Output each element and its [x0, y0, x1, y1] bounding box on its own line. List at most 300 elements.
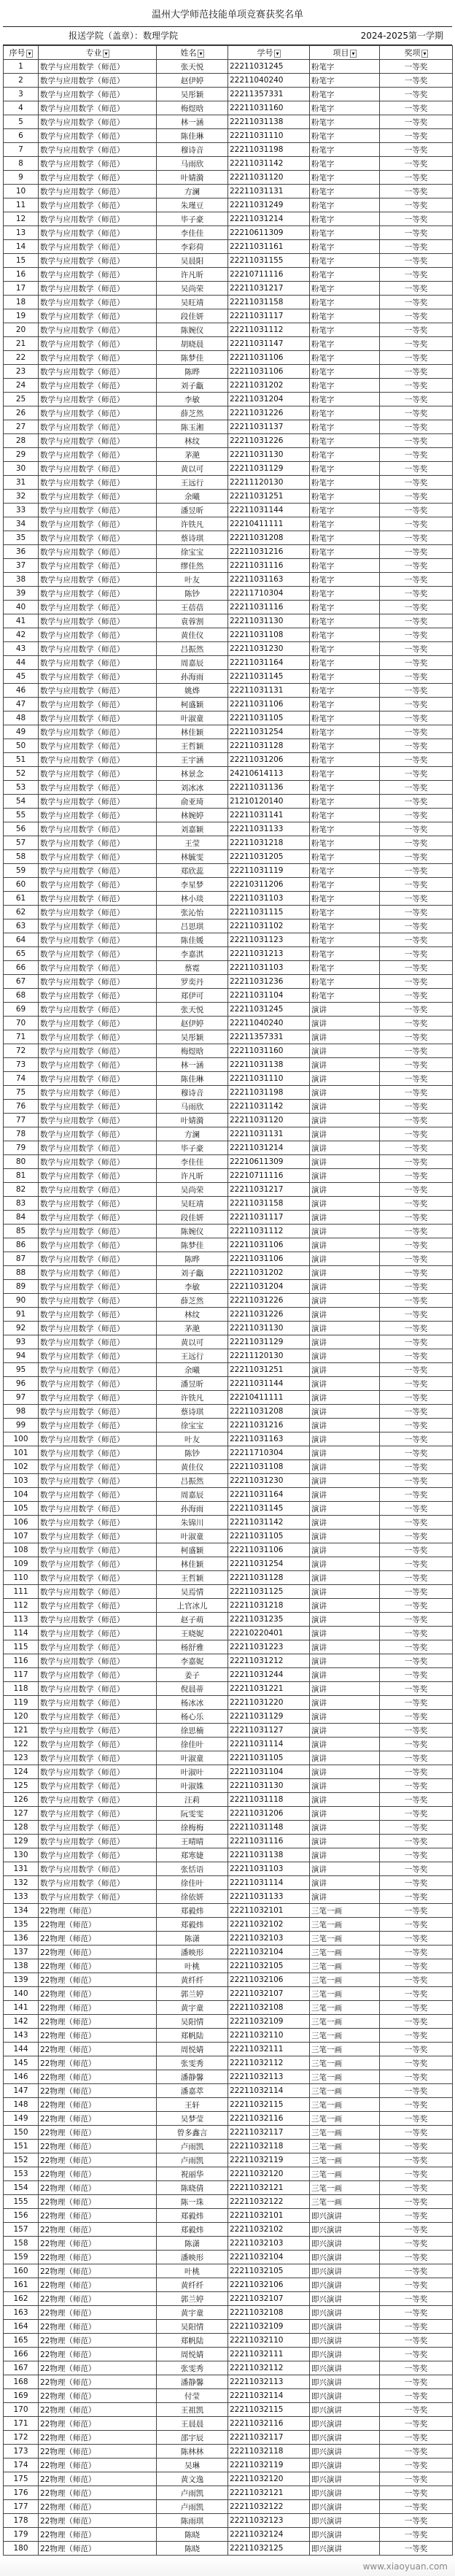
- cell-project: 演讲: [310, 1266, 380, 1280]
- cell-name: 王远行: [157, 1349, 228, 1363]
- cell-student-id: 22211032121: [228, 2486, 310, 2500]
- table-row: [4, 1030, 453, 1044]
- cell-project: 演讲: [310, 1821, 380, 1835]
- cell-student-id: 22211031128: [228, 1571, 310, 1585]
- cell-name: 叶淑童: [157, 1530, 228, 1543]
- cell-award: 一等奖: [380, 2195, 453, 2209]
- term-label: 2024-2025第一学期: [360, 31, 443, 41]
- cell-name: 吴旺靖: [157, 1197, 228, 1211]
- cell-project: 演讲: [310, 1322, 380, 1335]
- cell-student-id: 22211032114: [228, 2084, 310, 2098]
- filter-dropdown-icon[interactable]: ▾: [276, 50, 279, 57]
- table-row: [4, 1405, 453, 1419]
- cell-award: 一等奖: [380, 393, 453, 406]
- table-row: [4, 767, 453, 781]
- cell-major: 数学与应用数学（师范）: [39, 656, 157, 670]
- cell-major: 数学与应用数学（师范）: [39, 1141, 157, 1155]
- cell-award: 一等奖: [380, 850, 453, 864]
- cell-student-id: 22211031128: [228, 739, 310, 753]
- table-row: [4, 1682, 453, 1696]
- cell-name: 潘静馨: [157, 2375, 228, 2389]
- cell-project: 粉笔字: [310, 212, 380, 226]
- cell-project: 粉笔字: [310, 60, 380, 74]
- cell-project: 粉笔字: [310, 115, 380, 129]
- cell-student-id: 22211031123: [228, 933, 310, 947]
- cell-award: 一等奖: [380, 2029, 453, 2043]
- cell-award: 一等奖: [380, 2070, 453, 2084]
- cell-award: 一等奖: [380, 1557, 453, 1571]
- cell-name: 林一涵: [157, 115, 228, 129]
- cell-name: 郑寒婕: [157, 1848, 228, 1862]
- table-row: [4, 1335, 453, 1349]
- cell-name: 段佳妍: [157, 309, 228, 323]
- col-header-major[interactable]: 专业 ▾: [39, 46, 157, 60]
- table-row: [4, 614, 453, 628]
- cell-name: 李佳佳: [157, 226, 228, 240]
- table-row: [4, 198, 453, 212]
- cell-index: 139: [4, 1973, 39, 1987]
- filter-dropdown-icon[interactable]: ▾: [351, 50, 355, 57]
- cell-index: 70: [4, 1017, 39, 1030]
- cell-name: 吴晨阳: [157, 254, 228, 268]
- col-header-project[interactable]: 项目 ▾: [310, 46, 380, 60]
- table-row: [4, 573, 453, 587]
- cell-major: 数学与应用数学（师范）: [39, 1349, 157, 1363]
- cell-award: 一等奖: [380, 1003, 453, 1017]
- cell-index: 99: [4, 1419, 39, 1432]
- cell-major: 数学与应用数学（师范）: [39, 573, 157, 587]
- table-row: [4, 2292, 453, 2306]
- cell-major: 数学与应用数学（师范）: [39, 198, 157, 212]
- col-header-name[interactable]: 姓名 ▾: [157, 46, 228, 60]
- cell-major: 数学与应用数学（师范）: [39, 517, 157, 531]
- table-row: [4, 1973, 453, 1987]
- cell-project: 粉笔字: [310, 656, 380, 670]
- cell-project: 演讲: [310, 1030, 380, 1044]
- cell-name: 黄宇童: [157, 2001, 228, 2015]
- table-row: [4, 2015, 453, 2029]
- cell-student-id: 22211031129: [228, 1335, 310, 1349]
- table-row: [4, 462, 453, 476]
- cell-student-id: 22211031213: [228, 947, 310, 961]
- cell-name: 王远行: [157, 476, 228, 490]
- cell-project: 即兴演讲: [310, 2292, 380, 2306]
- table-row: [4, 933, 453, 947]
- cell-student-id: 22211032108: [228, 2306, 310, 2320]
- cell-award: 一等奖: [380, 2098, 453, 2112]
- cell-major: 数学与应用数学（师范）: [39, 1460, 157, 1474]
- table-row: [4, 1862, 453, 1876]
- table-row: [4, 795, 453, 809]
- cell-name: 俞亚琦: [157, 795, 228, 809]
- cell-name: 王晴晴: [157, 1835, 228, 1848]
- cell-student-id: 22211032119: [228, 2153, 310, 2167]
- cell-major: 22物理（师范）: [39, 2348, 157, 2361]
- cell-student-id: 22211032112: [228, 2056, 310, 2070]
- filter-dropdown-icon[interactable]: ▾: [28, 50, 31, 57]
- cell-project: 演讲: [310, 1377, 380, 1391]
- cell-project: 粉笔字: [310, 517, 380, 531]
- cell-project: 粉笔字: [310, 614, 380, 628]
- cell-award: 一等奖: [380, 1516, 453, 1530]
- cell-index: 135: [4, 1918, 39, 1932]
- cell-student-id: 22211031133: [228, 822, 310, 836]
- cell-name: 梅煜晗: [157, 1044, 228, 1058]
- cell-student-id: 22211032124: [228, 2528, 310, 2542]
- cell-award: 一等奖: [380, 781, 453, 795]
- cell-name: 付莹: [157, 2389, 228, 2403]
- cell-student-id: 22211031105: [228, 1530, 310, 1543]
- table-row: [4, 2084, 453, 2098]
- cell-name: 叶淑童: [157, 712, 228, 725]
- cell-index: 123: [4, 1751, 39, 1765]
- cell-index: 56: [4, 822, 39, 836]
- cell-major: 22物理（师范）: [39, 2486, 157, 2500]
- cell-name: 段佳妍: [157, 1211, 228, 1225]
- cell-name: 郑帆陆: [157, 2334, 228, 2348]
- cell-award: 一等奖: [380, 115, 453, 129]
- cell-student-id: 22211031254: [228, 725, 310, 739]
- cell-project: 三笔一画: [310, 1918, 380, 1932]
- cell-student-id: 22211032116: [228, 2112, 310, 2126]
- cell-award: 一等奖: [380, 2403, 453, 2417]
- cell-project: 粉笔字: [310, 198, 380, 212]
- cell-project: 即兴演讲: [310, 2251, 380, 2264]
- cell-major: 数学与应用数学（师范）: [39, 989, 157, 1003]
- cell-award: 一等奖: [380, 1890, 453, 1904]
- cell-award: 一等奖: [380, 1876, 453, 1890]
- cell-index: 85: [4, 1225, 39, 1238]
- cell-name: 柯盛颖: [157, 1543, 228, 1557]
- cell-award: 一等奖: [380, 88, 453, 101]
- cell-award: 一等奖: [380, 1779, 453, 1793]
- cell-student-id: 22211031129: [228, 1710, 310, 1724]
- cell-index: 137: [4, 1946, 39, 1959]
- cell-index: 104: [4, 1488, 39, 1502]
- cell-major: 数学与应用数学（师范）: [39, 1183, 157, 1197]
- cell-award: 一等奖: [380, 2542, 453, 2556]
- cell-name: 陈佳琳: [157, 1072, 228, 1086]
- table-row: [4, 809, 453, 822]
- cell-student-id: 22210311206: [228, 878, 310, 892]
- cell-project: 演讲: [310, 1793, 380, 1807]
- cell-index: 1: [4, 60, 39, 74]
- cell-student-id: 22211031108: [228, 1460, 310, 1474]
- cell-student-id: 22211031144: [228, 1377, 310, 1391]
- cell-name: 吴尚荣: [157, 282, 228, 296]
- cell-index: 119: [4, 1696, 39, 1710]
- cell-name: 余曦: [157, 490, 228, 504]
- cell-major: 数学与应用数学（师范）: [39, 240, 157, 254]
- cell-index: 52: [4, 767, 39, 781]
- cell-award: 一等奖: [380, 1044, 453, 1058]
- cell-project: 演讲: [310, 1848, 380, 1862]
- table-row: [4, 74, 453, 88]
- cell-award: 一等奖: [380, 809, 453, 822]
- cell-major: 数学与应用数学（师范）: [39, 212, 157, 226]
- cell-project: 三笔一画: [310, 2195, 380, 2209]
- cell-award: 一等奖: [380, 836, 453, 850]
- cell-major: 22物理（师范）: [39, 2292, 157, 2306]
- watermark-brand: www.xiaoyuan.com: [362, 2561, 448, 2572]
- cell-student-id: 22211031105: [228, 1751, 310, 1765]
- cell-award: 一等奖: [380, 642, 453, 656]
- cell-index: 57: [4, 836, 39, 850]
- table-row: [4, 2153, 453, 2167]
- cell-name: 陈佳琳: [157, 129, 228, 143]
- cell-project: 演讲: [310, 1086, 380, 1100]
- cell-major: 数学与应用数学（师范）: [39, 323, 157, 337]
- cell-award: 一等奖: [380, 198, 453, 212]
- cell-award: 一等奖: [380, 379, 453, 393]
- cell-name: 吴彤颖: [157, 88, 228, 101]
- cell-award: 一等奖: [380, 2459, 453, 2472]
- filter-dropdown-icon[interactable]: ▾: [199, 50, 203, 57]
- cell-project: 演讲: [310, 1807, 380, 1821]
- cell-name: 林佳颖: [157, 725, 228, 739]
- cell-name: 王晓妮: [157, 1627, 228, 1640]
- cell-student-id: 22211032122: [228, 2195, 310, 2209]
- cell-project: 粉笔字: [310, 795, 380, 809]
- cell-student-id: 22211031218: [228, 836, 310, 850]
- cell-index: 18: [4, 296, 39, 309]
- cell-award: 一等奖: [380, 587, 453, 601]
- cell-index: 25: [4, 393, 39, 406]
- cell-award: 一等奖: [380, 864, 453, 878]
- cell-major: 数学与应用数学（师范）: [39, 1322, 157, 1335]
- cell-name: 徐佳叶: [157, 1876, 228, 1890]
- table-row: [4, 2528, 453, 2542]
- cell-major: 数学与应用数学（师范）: [39, 864, 157, 878]
- cell-major: 数学与应用数学（师范）: [39, 406, 157, 420]
- cell-major: 数学与应用数学（师范）: [39, 1030, 157, 1044]
- cell-major: 数学与应用数学（师范）: [39, 365, 157, 379]
- cell-student-id: 22211031112: [228, 323, 310, 337]
- cell-major: 数学与应用数学（师范）: [39, 1197, 157, 1211]
- cell-award: 一等奖: [380, 2264, 453, 2278]
- cell-student-id: 22211031205: [228, 850, 310, 864]
- cell-index: 163: [4, 2306, 39, 2320]
- cell-name: 倪晨蒂: [157, 1682, 228, 1696]
- table-row: [4, 1238, 453, 1252]
- cell-project: 三笔一画: [310, 1959, 380, 1973]
- cell-index: 96: [4, 1377, 39, 1391]
- cell-name: 陈林林: [157, 2445, 228, 2459]
- cell-index: 174: [4, 2459, 39, 2472]
- cell-major: 数学与应用数学（师范）: [39, 559, 157, 573]
- table-header-row: [4, 46, 453, 60]
- table-row: [4, 351, 453, 365]
- cell-major: 数学与应用数学（师范）: [39, 1086, 157, 1100]
- cell-project: 即兴演讲: [310, 2514, 380, 2528]
- cell-major: 数学与应用数学（师范）: [39, 1654, 157, 1668]
- table-row: [4, 1432, 453, 1446]
- cell-project: 粉笔字: [310, 739, 380, 753]
- cell-student-id: 22211031245: [228, 60, 310, 74]
- cell-major: 数学与应用数学（师范）: [39, 795, 157, 809]
- cell-award: 一等奖: [380, 2375, 453, 2389]
- cell-major: 数学与应用数学（师范）: [39, 1335, 157, 1349]
- table-row: [4, 947, 453, 961]
- cell-student-id: 22211031120: [228, 171, 310, 185]
- col-header-student-id[interactable]: 学号 ▾: [228, 46, 310, 60]
- cell-project: 演讲: [310, 1391, 380, 1405]
- table-row: [4, 1557, 453, 1571]
- cell-major: 数学与应用数学（师范）: [39, 767, 157, 781]
- cell-name: 王晨晨: [157, 2417, 228, 2431]
- cell-major: 数学与应用数学（师范）: [39, 1155, 157, 1169]
- cell-project: 粉笔字: [310, 919, 380, 933]
- cell-major: 22物理（师范）: [39, 2445, 157, 2459]
- cell-award: 一等奖: [380, 2043, 453, 2056]
- cell-project: 粉笔字: [310, 490, 380, 504]
- table-row: [4, 379, 453, 393]
- cell-major: 22物理（师范）: [39, 2084, 157, 2098]
- cell-student-id: 22211032123: [228, 2514, 310, 2528]
- cell-index: 24: [4, 379, 39, 393]
- cell-major: 22物理（师范）: [39, 2167, 157, 2181]
- cell-major: 数学与应用数学（师范）: [39, 1377, 157, 1391]
- cell-index: 86: [4, 1238, 39, 1252]
- cell-award: 一等奖: [380, 101, 453, 115]
- cell-index: 110: [4, 1571, 39, 1585]
- cell-project: 粉笔字: [310, 240, 380, 254]
- cell-major: 数学与应用数学（师范）: [39, 670, 157, 684]
- cell-name: 孙海雨: [157, 670, 228, 684]
- cell-student-id: 22211120130: [228, 476, 310, 490]
- cell-major: 22物理（师范）: [39, 2542, 157, 2556]
- cell-index: 132: [4, 1876, 39, 1890]
- table-row: [4, 2043, 453, 2056]
- cell-major: 22物理（师范）: [39, 2528, 157, 2542]
- cell-index: 155: [4, 2195, 39, 2209]
- cell-award: 一等奖: [380, 1100, 453, 1114]
- cell-index: 11: [4, 198, 39, 212]
- cell-student-id: 22211032101: [228, 1904, 310, 1918]
- cell-project: 三笔一画: [310, 2084, 380, 2098]
- cell-name: 阮雯雯: [157, 1807, 228, 1821]
- cell-index: 128: [4, 1821, 39, 1835]
- filter-dropdown-icon[interactable]: ▾: [423, 50, 427, 57]
- table-row: [4, 1183, 453, 1197]
- cell-major: 数学与应用数学（师范）: [39, 268, 157, 282]
- cell-project: 演讲: [310, 1710, 380, 1724]
- cell-student-id: 22211031110: [228, 129, 310, 143]
- cell-student-id: 22211032109: [228, 2015, 310, 2029]
- cell-award: 一等奖: [380, 2084, 453, 2098]
- cell-name: 叶桃: [157, 1959, 228, 1973]
- table-row: [4, 2403, 453, 2417]
- cell-major: 数学与应用数学（师范）: [39, 1890, 157, 1904]
- cell-major: 22物理（师范）: [39, 2043, 157, 2056]
- cell-award: 一等奖: [380, 1308, 453, 1322]
- cell-name: 张沁怡: [157, 906, 228, 919]
- table-row: [4, 975, 453, 989]
- cell-student-id: 22211031138: [228, 115, 310, 129]
- cell-student-id: 22211032107: [228, 1987, 310, 2001]
- table-row: [4, 2334, 453, 2348]
- cell-award: 一等奖: [380, 1668, 453, 1682]
- table-row: [4, 1613, 453, 1627]
- cell-index: 145: [4, 2056, 39, 2070]
- cell-student-id: 22211031202: [228, 1266, 310, 1280]
- cell-index: 10: [4, 185, 39, 198]
- cell-name: 叶婧漪: [157, 1114, 228, 1127]
- cell-project: 粉笔字: [310, 171, 380, 185]
- cell-name: 林毓雯: [157, 850, 228, 864]
- cell-student-id: 22211031131: [228, 684, 310, 698]
- cell-project: 三笔一画: [310, 2140, 380, 2153]
- cell-award: 一等奖: [380, 1280, 453, 1294]
- cell-index: 81: [4, 1169, 39, 1183]
- cell-index: 91: [4, 1308, 39, 1322]
- cell-award: 一等奖: [380, 323, 453, 337]
- cell-award: 一等奖: [380, 2431, 453, 2445]
- cell-name: 王宇涵: [157, 753, 228, 767]
- cell-index: 103: [4, 1474, 39, 1488]
- cell-project: 三笔一画: [310, 2029, 380, 2043]
- table-row: [4, 1474, 453, 1488]
- cell-award: 一等奖: [380, 1169, 453, 1183]
- cell-project: 即兴演讲: [310, 2445, 380, 2459]
- cell-index: 53: [4, 781, 39, 795]
- table-row: [4, 601, 453, 614]
- cell-index: 64: [4, 933, 39, 947]
- table-row: [4, 268, 453, 282]
- table-row: [4, 1599, 453, 1613]
- cell-major: 数学与应用数学（师范）: [39, 1765, 157, 1779]
- cell-name: 王祖凯: [157, 2403, 228, 2417]
- cell-award: 一等奖: [380, 60, 453, 74]
- cell-index: 157: [4, 2223, 39, 2237]
- cell-project: 演讲: [310, 1751, 380, 1765]
- cell-student-id: 22211032106: [228, 1973, 310, 1987]
- cell-award: 一等奖: [380, 822, 453, 836]
- table-row: [4, 1738, 453, 1751]
- cell-award: 一等奖: [380, 712, 453, 725]
- filter-dropdown-icon[interactable]: ▾: [104, 50, 108, 57]
- cell-project: 即兴演讲: [310, 2431, 380, 2445]
- cell-index: 54: [4, 795, 39, 809]
- cell-project: 粉笔字: [310, 781, 380, 795]
- cell-major: 数学与应用数学（师范）: [39, 1751, 157, 1765]
- cell-major: 22物理（师范）: [39, 2056, 157, 2070]
- cell-award: 一等奖: [380, 1571, 453, 1585]
- cell-award: 一等奖: [380, 1432, 453, 1446]
- cell-award: 一等奖: [380, 2486, 453, 2500]
- cell-name: 徐宝宝: [157, 545, 228, 559]
- table-row: [4, 2431, 453, 2445]
- unit-cell: [3, 27, 276, 45]
- cell-award: 一等奖: [380, 1821, 453, 1835]
- cell-index: 124: [4, 1765, 39, 1779]
- cell-student-id: 22211031147: [228, 337, 310, 351]
- cell-index: 45: [4, 670, 39, 684]
- cell-name: 周嘉辰: [157, 1488, 228, 1502]
- col-header-index[interactable]: 序号 ▾: [4, 46, 39, 60]
- cell-name: 孙海雨: [157, 1502, 228, 1516]
- table-row: [4, 919, 453, 933]
- cell-project: 即兴演讲: [310, 2361, 380, 2375]
- cell-index: 180: [4, 2542, 39, 2556]
- cell-major: 数学与应用数学（师范）: [39, 1252, 157, 1266]
- cell-index: 150: [4, 2126, 39, 2140]
- cell-name: 李彩荷: [157, 240, 228, 254]
- col-header-award[interactable]: 奖项 ▾: [380, 46, 453, 60]
- cell-project: 粉笔字: [310, 434, 380, 448]
- cell-award: 一等奖: [380, 406, 453, 420]
- cell-award: 一等奖: [380, 1197, 453, 1211]
